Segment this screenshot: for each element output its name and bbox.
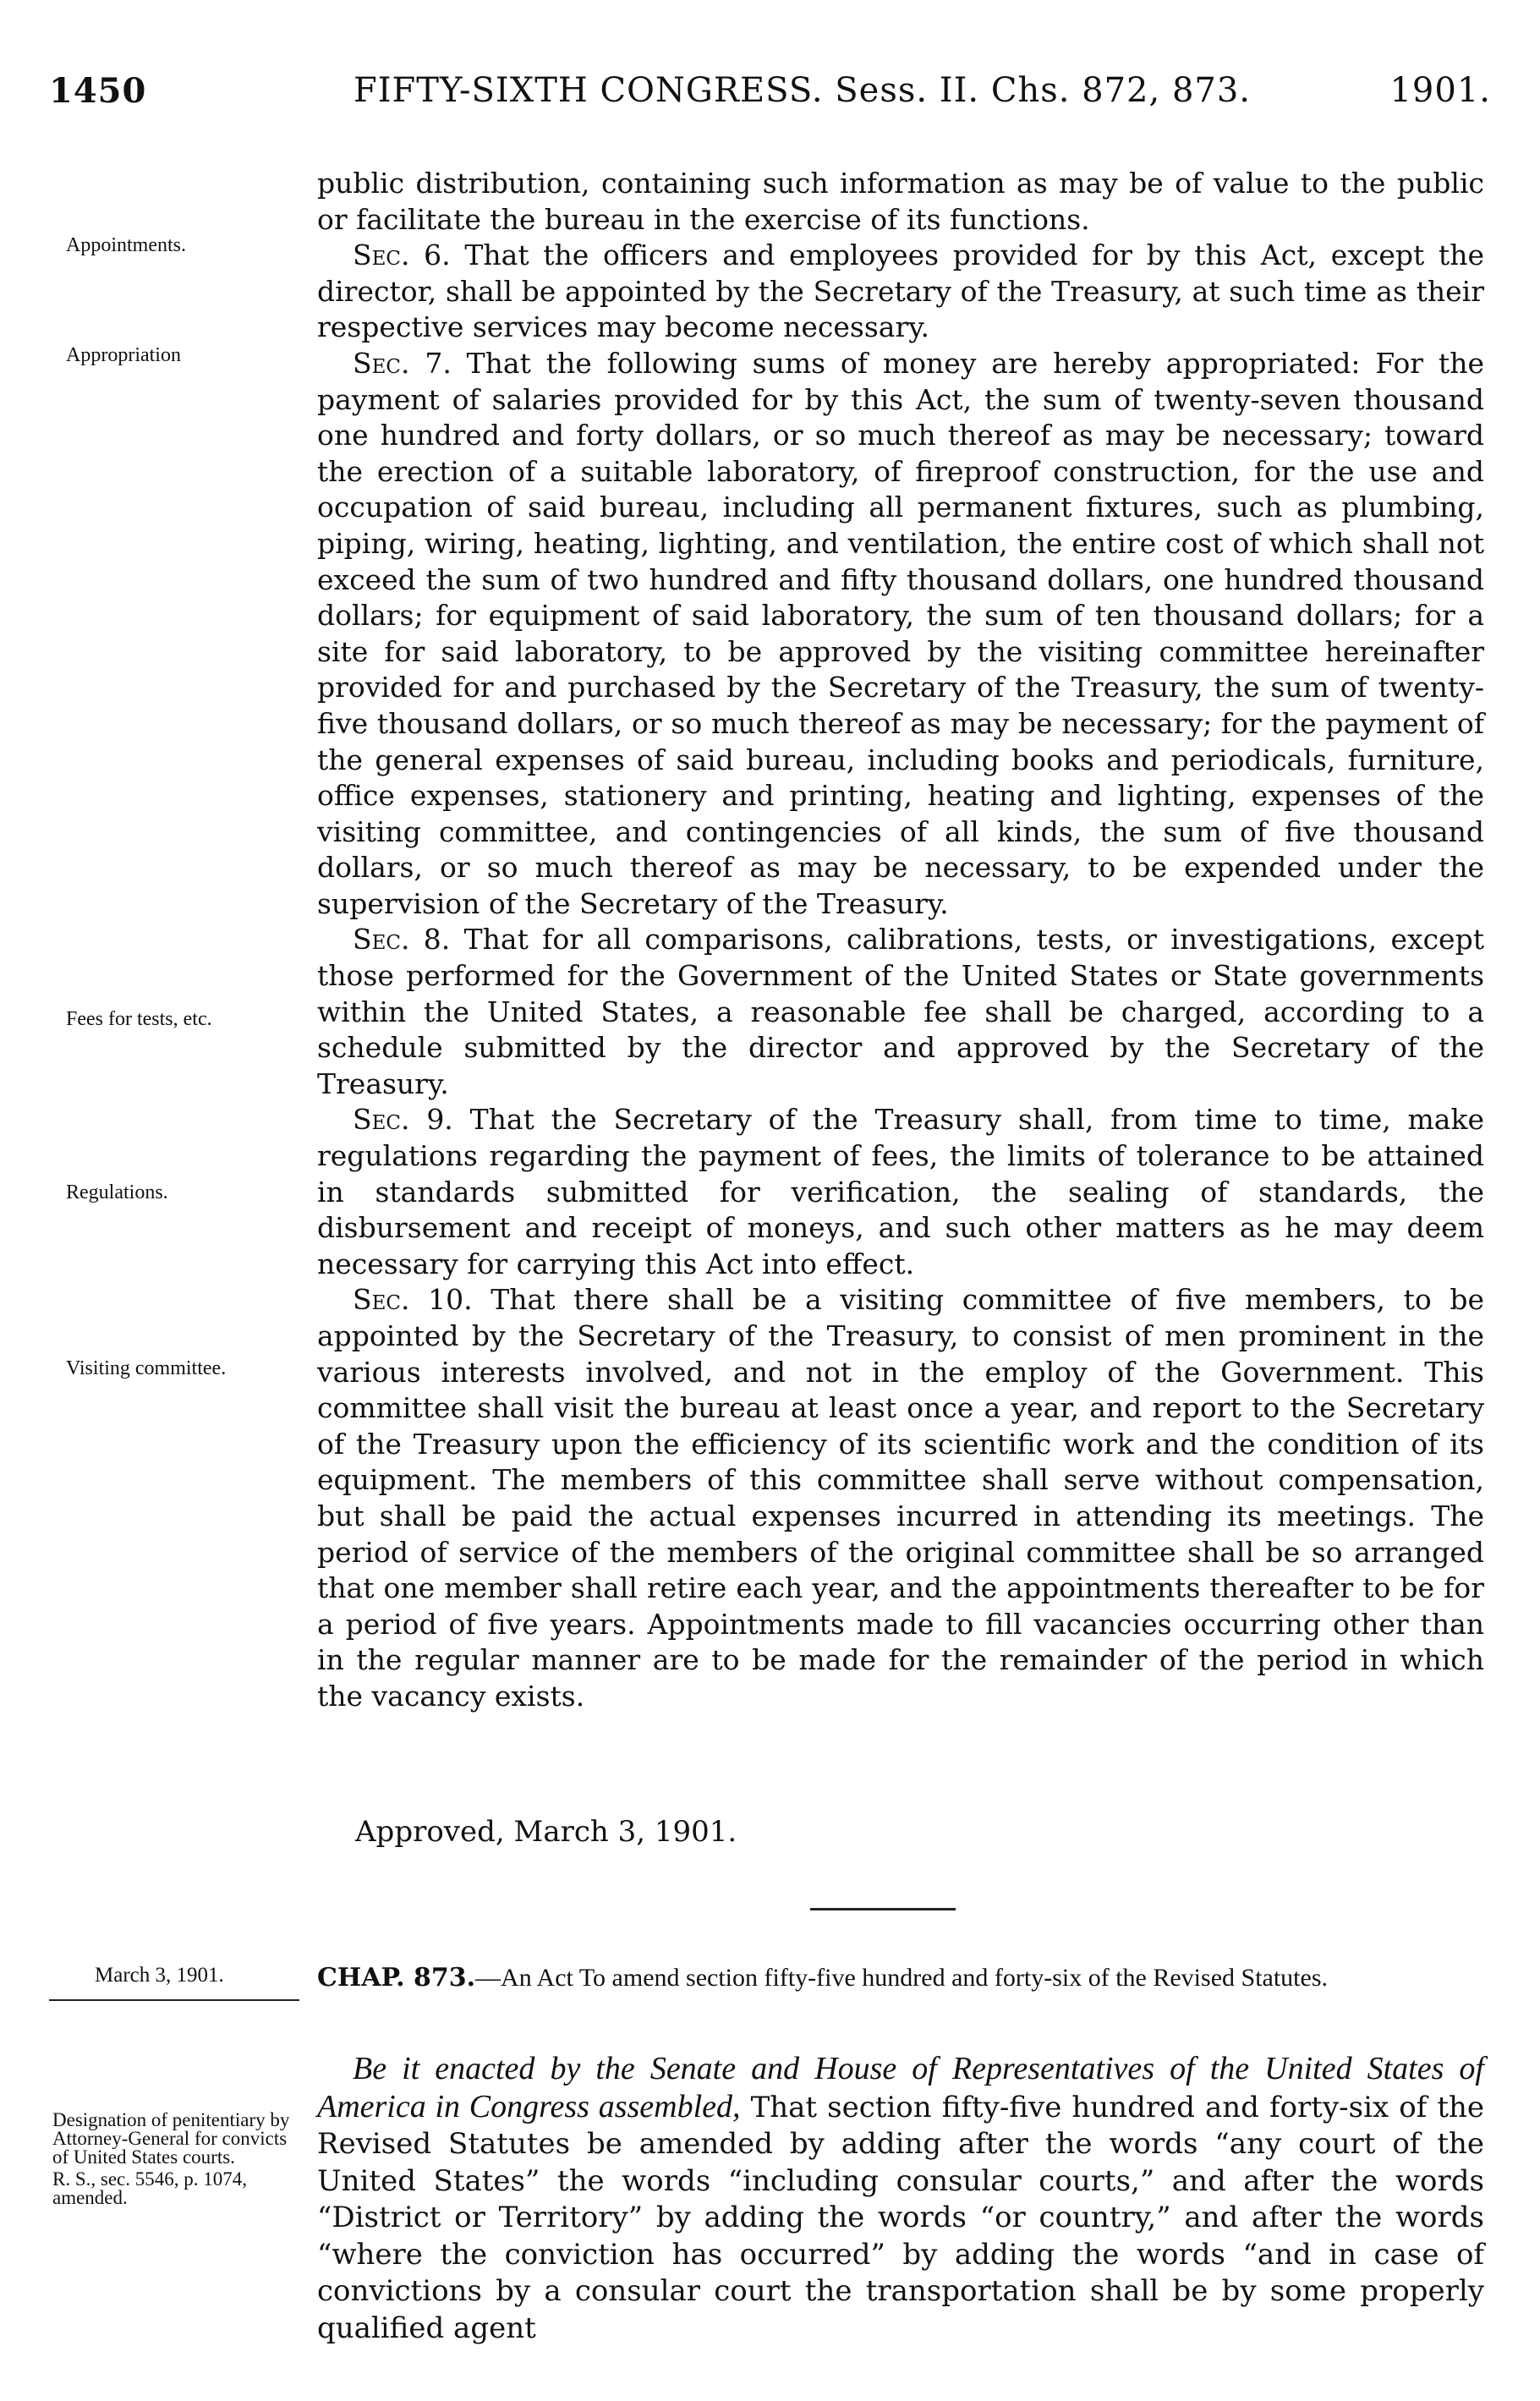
body-text <box>317 166 1484 1715</box>
margin-note-appropriation: Appropriation <box>66 344 181 366</box>
margin-note-fees: Fees for tests, etc. <box>66 1008 212 1030</box>
chap873-paragraph <box>317 2051 1484 2347</box>
section-9 <box>317 1102 1484 1282</box>
sec10-text: That there shall be a visiting committee of five members, to be appointed by the Secretary of the Treasury, to consist of men prominent in the various interests involved, and not in the employ of the Government. This committee shall visit the bureau at least once a year, and report to the Secretary of the Treasury upon the efficiency of its scientific work and the condition of its equipment. The members of this committee shall serve without compensation, but shall be paid the actual expenses incurred in attending its meetings. The period of service of the members of the original committee shall be so arranged that one member shall retire each year, and the appointments thereafter to be for a period of five years. Appointments made to fill vacancies occurring other than in the regular manner are to be made for the remainder of the period in which the vacancy exists. <box>317 1283 1484 1713</box>
sec6-text: That the officers and employees provided for by this Act, except the director, shall be appointed by the Secretary of the Treasury, at such time as their respective services may become necessary. <box>317 238 1484 344</box>
sec10-label: Sec. 10. <box>353 1283 473 1317</box>
margin-note-appointments: Appointments. <box>66 234 186 256</box>
chap873-date: March 3, 1901. <box>95 1964 224 1987</box>
continuation-paragraph: public distribution, containing such information as may be of value to the public or facilitate the bureau in the exercise of its functions. <box>317 167 1484 236</box>
chap873-side-notes <box>52 2111 306 2207</box>
section-divider <box>810 1908 956 1910</box>
chap873-text: That section fifty-five hundred and forty-six of the Revised Statutes be amended by adding after the words “any court of the United States” the words “including consular courts,” and after the words “District or Territory” by adding the words “or country,” and after the words “where the conviction has occurred” by adding the words “and in case of convictions by a consular court the transportation shall be by some properly qualified agent <box>317 2090 1485 2345</box>
sec6-label: Sec. 6. <box>353 238 451 272</box>
chap873-body <box>317 2051 1484 2347</box>
section-7 <box>317 346 1484 923</box>
running-header <box>49 71 1491 122</box>
section-6 <box>317 238 1484 346</box>
enacting-clause: Be it enacted by the Senate and House of Representatives of the United States of America in Congress assembled, <box>317 2051 1484 2124</box>
sec9-text: That the Secretary of the Treasury shall, from time to time, make regulations regarding the payment of fees, the limits of tolerance to be attained in standards submitted for verification, the sealing of standards, the disbursement and receipt of moneys, and such other matters as he may deem necessary for carrying this Act into effect. <box>317 1103 1485 1280</box>
section-8 <box>317 922 1484 1102</box>
section-10 <box>317 1282 1484 1714</box>
side-note-rs-reference: R. S., sec. 5546, p. 1074, amended. <box>52 2168 247 2208</box>
chap873-heading <box>317 1964 1484 1993</box>
margin-note-regulations: Regulations. <box>66 1181 168 1203</box>
date-underline <box>49 1999 299 2001</box>
chap873-title: —An Act To amend section fifty-five hundred and forty-six of the Revised Statutes. <box>475 1964 1329 1992</box>
header-year: 1901. <box>1389 71 1491 110</box>
sec8-text: That for all comparisons, calibrations, tests, or investigations, except those performed for the Government of the United States or State governments within the United States, a reasonable fee shall be charged, according to a schedule submitted by the director and approved by the Secretary of the Treasury. <box>317 923 1484 1100</box>
sec7-text: That the following sums of money are hereby appropriated: For the payment of salaries provided for by this Act, the sum of twenty-seven thousand one hundred and forty dollars, or so much thereof as may be necessary; toward the erection of a suitable laboratory, of fireproof construction, for the use and occupation of said bureau, including all permanent fixtures, such as plumbing, piping, wiring, heating, lighting, and ventilation, the entire cost of which shall not exceed the sum of two hundred and fifty thousand dollars, one hundred thousand dollars; for equipment of said laboratory, the sum of ten thousand dollars; for a site for said laboratory, to be approved by the visiting committee hereinafter provided for and purchased by the Secretary of the Treasury, the sum of twenty-five thousand dollars, or so much thereof as may be necessary; for the payment of the general expenses of said bureau, including books and periodicals, furniture, office expenses, stationery and printing, heating and lighting, expenses of the visiting committee, and contingencies of all kinds, the sum of five thousand dollars, or so much thereof as may be necessary, to be expended under the supervision of the Secretary of the Treasury. <box>317 346 1484 920</box>
header-title: FIFTY-SIXTH CONGRESS. Sess. II. Chs. 872, 873. <box>353 71 1251 110</box>
sec9-label: Sec. 9. <box>353 1103 453 1137</box>
sec7-label: Sec. 7. <box>353 346 452 380</box>
sec8-label: Sec. 8. <box>353 923 451 957</box>
margin-note-visiting: Visiting committee. <box>66 1357 227 1379</box>
side-note-designation: Designation of penitentiary by Attorney-General for convicts of United States courts. <box>52 2109 290 2168</box>
page-number: 1450 <box>49 71 147 111</box>
approval-line: Approved, March 3, 1901. <box>355 1815 737 1849</box>
chap873-label: CHAP. 873. <box>317 1963 476 1993</box>
